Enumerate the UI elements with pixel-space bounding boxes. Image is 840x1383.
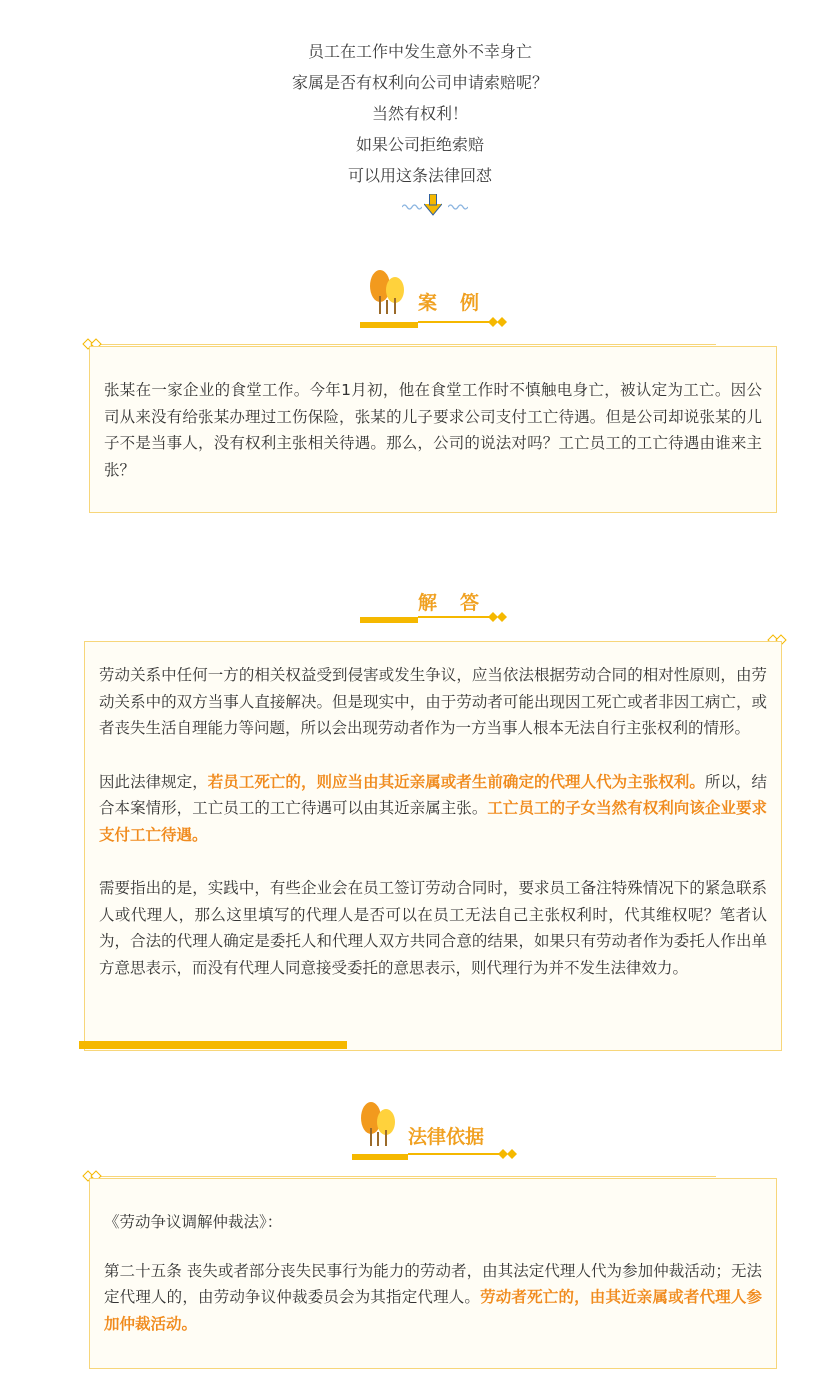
diamond-ornament-icon [498, 1149, 520, 1159]
answer-p2-highlight: 若员工死亡的，则应当由其近亲属或者生前确定的代理人代为主张权利。 [207, 772, 705, 791]
answer-paragraph-3: 需要指出的是，实践中，有些企业会在员工签订劳动合同时，要求员工备注特殊情况下的紧急联系人或代理人，那么这里填写的代理人是否可以在员工无法自己主张权利时，代其维权呢？笔者认为，合法的代理人确定是委托人和代理人双方共同合意的结果，如果只有劳动者作为委托人作出单方意思表示，而没有代理人同意接受委托的意思表示，则代理行为并不发生法律效力。 [99, 879, 767, 977]
diamond-ornament-icon [488, 317, 510, 327]
header-rule [418, 616, 490, 618]
intro-line: 当然有权利！ [371, 104, 468, 123]
law-article [104, 1258, 762, 1338]
answer-paragraph-2 [99, 769, 767, 849]
autumn-tree-icon [366, 266, 410, 316]
header-rule [408, 1153, 500, 1155]
answer-title: 解 答 [418, 592, 482, 614]
law-article-text: 第二十五条 丧失或者部分丧失民事行为能力的劳动者，由其法定代理人代为参加仲裁活动；无法定代理人的，由劳动争议仲裁委员会为其指定代理人。 [104, 1261, 762, 1306]
intro-line: 家属是否有权利向公司申请索赔呢？ [291, 73, 548, 92]
answer-paragraph-1: 劳动关系中任何一方的相关权益受到侵害或发生争议，应当依法根据劳动合同的相对性原则，由劳动关系中的双方当事人直接解决。但是现实中，由于劳动者可能出现因工死亡或者非因工病亡，或者丧失生活自理能力等问题，所以会出现劳动者作为一方当事人根本无法自行主张权利的情形。 [99, 666, 767, 737]
answer-p2-highlight: 工亡员工的子女当然有权利向该企业要求支付工亡待遇。 [99, 799, 767, 844]
header-accent-bar [352, 1154, 408, 1160]
law-article-highlight: 劳动者死亡的，由其近亲属或者代理人参加仲裁活动。 [104, 1288, 762, 1333]
answer-p2-text: 因此法律规定， [99, 772, 208, 791]
case-content-box [89, 346, 777, 513]
intro-text [0, 36, 840, 191]
diamond-ornament-icon [488, 612, 510, 622]
intro-line: 员工在工作中发生意外不幸身亡 [307, 42, 532, 61]
down-arrow-icon [424, 194, 442, 216]
law-title: 法律依据 [408, 1126, 485, 1148]
header-accent-bar [360, 322, 418, 328]
autumn-tree-icon [357, 1098, 401, 1148]
answer-p2-text: 所以，结合本案情形，工亡员工的工亡待遇可以由其近亲属主张。 [99, 772, 767, 817]
intro-line: 可以用这条法律回怼 [347, 166, 492, 185]
box-bottom-accent-bar [79, 1041, 347, 1049]
header-accent-bar [360, 617, 418, 623]
box-top-rule [96, 1176, 716, 1177]
case-body: 张某在一家企业的食堂工作。今年1月初，他在食堂工作时不慎触电身亡，被认定为工亡。因公司从来没有给张某办理过工伤保险，张某的儿子要求公司支付工亡待遇。但是公司却说张某的儿子不是当事人，没有权利主张相关待遇。那么，公司的说法对吗？工亡员工的工亡待遇由谁来主张？ [104, 381, 762, 479]
case-section-header [0, 266, 840, 336]
header-rule [418, 321, 490, 323]
law-source: 《劳动争议调解仲裁法》： [104, 1213, 283, 1231]
law-section-header [0, 1098, 840, 1168]
law-content-box [89, 1178, 777, 1369]
answer-content-box [84, 641, 782, 1051]
scroll-down-indicator [0, 194, 840, 218]
case-title: 案 例 [418, 292, 482, 314]
wave-icon [448, 202, 468, 210]
wave-icon [402, 202, 422, 210]
box-top-rule [96, 344, 716, 345]
intro-line: 如果公司拒绝索赔 [355, 135, 484, 154]
